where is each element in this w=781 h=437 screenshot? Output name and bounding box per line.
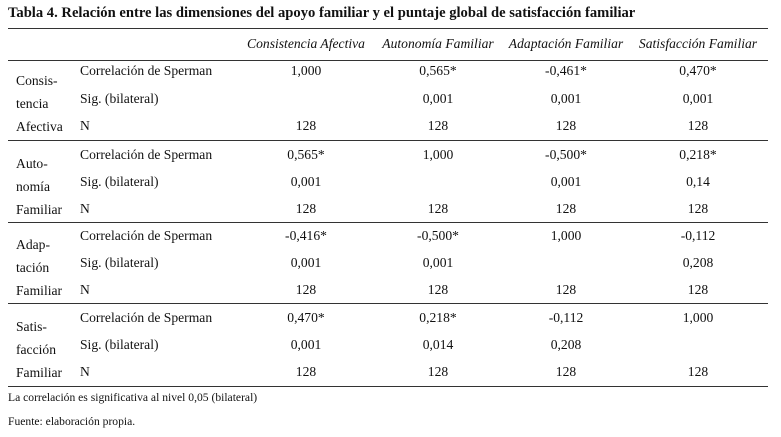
table-cell: 1,000: [550, 228, 582, 243]
stat-label: Correlación de Sperman: [80, 310, 213, 325]
top-rule: [8, 28, 768, 29]
table-cell: -0,500*: [417, 228, 459, 243]
group-divider: [8, 222, 768, 223]
table-cell: 128: [555, 201, 577, 216]
table-cell: 0,001: [550, 91, 582, 106]
stat-label: N: [80, 118, 90, 133]
table-cell: 128: [295, 118, 317, 133]
column-header-adaptacion-familiar: Adaptación Familiar: [508, 36, 624, 51]
stat-label: N: [80, 201, 90, 216]
table-cell: 0,14: [686, 174, 710, 189]
table-cell: 0,208: [682, 255, 714, 270]
table-cell: 128: [427, 364, 449, 379]
table-cell: -0,500*: [545, 147, 587, 162]
table-cell: 128: [427, 118, 449, 133]
table-cell: -0,461*: [545, 63, 587, 78]
stat-label: Correlación de Sperman: [80, 63, 213, 78]
column-header-consistencia-afectiva: Consistencia Afectiva: [247, 36, 365, 51]
stat-label: Correlación de Sperman: [80, 228, 213, 243]
table-cell: 1,000: [682, 310, 714, 325]
table-cell: 128: [687, 118, 709, 133]
table-cell: 0,208: [550, 337, 582, 352]
group-divider: [8, 303, 768, 304]
table-cell: 0,001: [290, 174, 322, 189]
table-cell: 0,001: [550, 174, 582, 189]
table-cell: -0,112: [680, 228, 716, 243]
bottom-rule: [8, 386, 768, 387]
stat-label: Correlación de Sperman: [80, 147, 213, 162]
table-cell: -0,416*: [285, 228, 327, 243]
table-cell: 0,565*: [287, 147, 325, 162]
stat-label: N: [80, 282, 90, 297]
table-cell: 128: [427, 201, 449, 216]
table-cell: 0,001: [290, 337, 322, 352]
table-cell: 0,001: [422, 91, 454, 106]
table-cell: 1,000: [422, 147, 454, 162]
stat-label: Sig. (bilateral): [80, 255, 159, 270]
row-group-label: Satis- facción Familiar: [16, 319, 63, 380]
table-cell: 0,565*: [419, 63, 457, 78]
table-cell: 128: [687, 201, 709, 216]
stat-label: Sig. (bilateral): [80, 91, 159, 106]
table-title: Tabla 4. Relación entre las dimensiones del apoyo familiar y el puntaje global de satisfacción familiar: [8, 5, 636, 21]
header-rule: [8, 60, 768, 61]
significance-note: La correlación es significativa al nivel 0,05 (bilateral): [8, 391, 258, 404]
table-cell: 128: [687, 282, 709, 297]
table-cell: 128: [687, 364, 709, 379]
table-cell: 0,218*: [419, 310, 457, 325]
table-cell: 128: [427, 282, 449, 297]
table-cell: 128: [295, 201, 317, 216]
group-divider: [8, 140, 768, 141]
table-cell: 128: [295, 282, 317, 297]
table-cell: 128: [555, 364, 577, 379]
row-group-label: Auto- nomía Familiar: [16, 156, 63, 217]
stat-label: N: [80, 364, 90, 379]
table-cell: 128: [555, 282, 577, 297]
table-cell: 128: [295, 364, 317, 379]
table-cell: 0,014: [422, 337, 454, 352]
row-group-label: Adap- tación Familiar: [16, 237, 63, 298]
row-group-label: Consis- tencia Afectiva: [16, 73, 63, 134]
table-cell: 0,470*: [679, 63, 717, 78]
column-header-satisfaccion-familiar: Satisfacción Familiar: [638, 36, 758, 51]
column-header-autonomia-familiar: Autonomía Familiar: [382, 36, 494, 51]
stat-label: Sig. (bilateral): [80, 337, 159, 352]
table-cell: 1,000: [290, 63, 322, 78]
table-cell: 128: [555, 118, 577, 133]
table-cell: 0,218*: [679, 147, 717, 162]
table-cell: -0,112: [548, 310, 584, 325]
stat-label: Sig. (bilateral): [80, 174, 159, 189]
table-cell: 0,001: [682, 91, 714, 106]
table-cell: 0,001: [290, 255, 322, 270]
table-cell: 0,001: [422, 255, 454, 270]
source-note: Fuente: elaboración propia.: [8, 415, 136, 428]
table-cell: 0,470*: [287, 310, 325, 325]
